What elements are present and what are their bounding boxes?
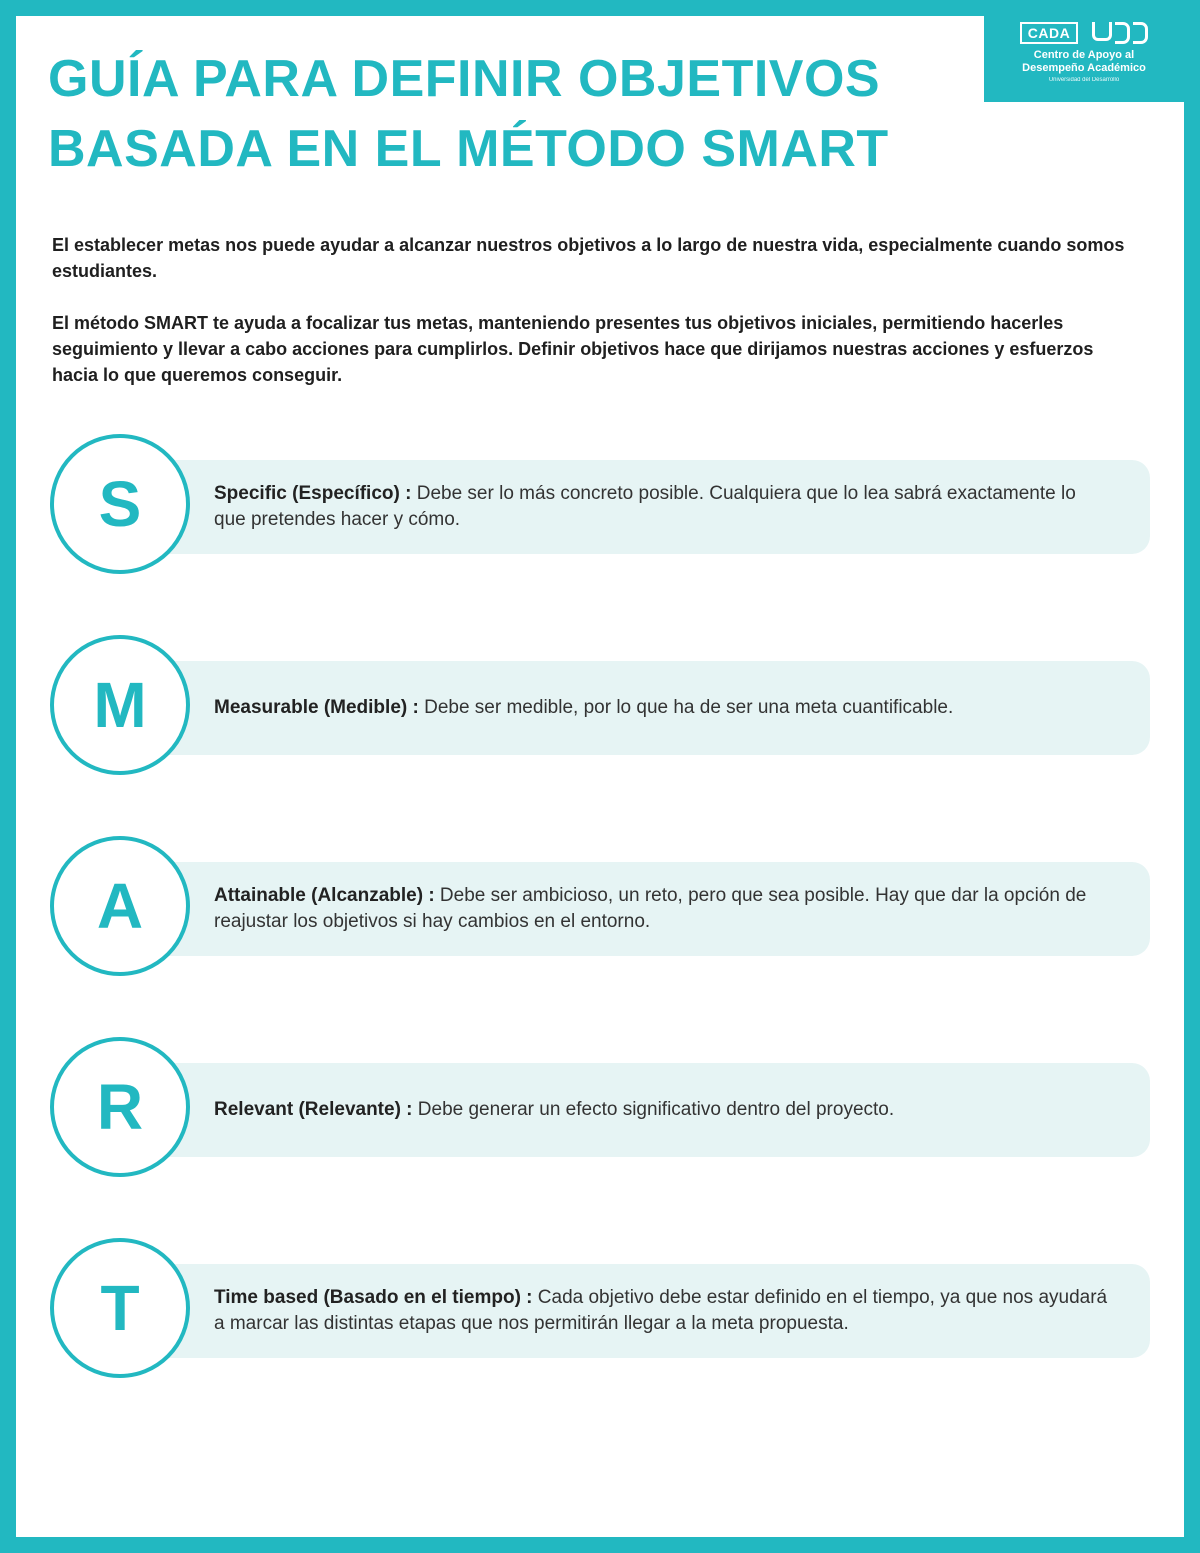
smart-item-specific [50,434,1150,580]
intro-text [52,232,1132,414]
intro-paragraph-2: El método SMART te ayuda a focalizar tus metas, manteniendo presentes tus objetivos iniciales, permitiendo hacerles seguimiento y llevar a cabo acciones para cumplirlos. Definir objetivos hace que dirijamos nuestras acciones y esfuerzos hacia lo que queremos conseguir. [52,313,1094,385]
intro-paragraph-1: El establecer metas nos puede ayudar a alcanzar nuestros objetivos a lo largo de nuestra vida, especialmente cuando somos estudiantes. [52,235,1125,281]
letter-circle-m: M [50,635,190,775]
letter-circle-r: R [50,1037,190,1177]
title-line-1: GUÍA PARA DEFINIR OBJETIVOS [48,50,881,108]
item-term: Time based (Basado en el tiempo) : [214,1287,533,1308]
page-title [48,44,889,184]
item-description [214,460,1110,554]
item-description [214,1063,1110,1157]
item-term: Relevant (Relevante) : [214,1099,413,1120]
cada-udd-logo [984,16,1184,102]
smart-item-attainable [50,836,1150,982]
item-description [214,661,1110,755]
logo-subtitle: Universidad del Desarrollo [1048,77,1120,83]
item-term: Attainable (Alcanzable) : [214,885,435,906]
item-term: Measurable (Medible) : [214,697,419,718]
cada-badge: CADA [1020,22,1078,44]
letter-circle-t: T [50,1238,190,1378]
smart-item-relevant [50,1037,1150,1183]
item-term: Specific (Específico) : [214,483,412,504]
item-text: Debe generar un efecto significativo dentro del proyecto. [412,1099,895,1120]
item-text: Debe ser ambicioso, un reto, pero que sea posible. Hay que dar la opción de reajustar los objetivos si hay cambios en el entorno. [214,885,1087,932]
logo-line-2: Desempeño Académico [1022,62,1146,74]
item-text: Cada objetivo debe estar definido en el tiempo, ya que nos ayudará a marcar las distintas etapas que nos permitirán llegar a la meta propuesta. [214,1287,1108,1334]
udd-logo-icon [1092,22,1148,44]
smart-item-time-based [50,1238,1150,1384]
letter-circle-s: S [50,434,190,574]
logo-line-1: Centro de Apoyo al [1033,49,1135,61]
item-description [214,862,1110,956]
smart-item-measurable [50,635,1150,781]
item-description [214,1264,1110,1358]
title-line-2: BASADA EN EL MÉTODO SMART [48,120,889,178]
item-text: Debe ser medible, por lo que ha de ser una meta cuantificable. [418,697,954,718]
item-text: Debe ser lo más concreto posible. Cualquiera que lo lea sabrá exactamente lo que pretendes hacer y cómo. [214,483,1076,530]
letter-circle-a: A [50,836,190,976]
